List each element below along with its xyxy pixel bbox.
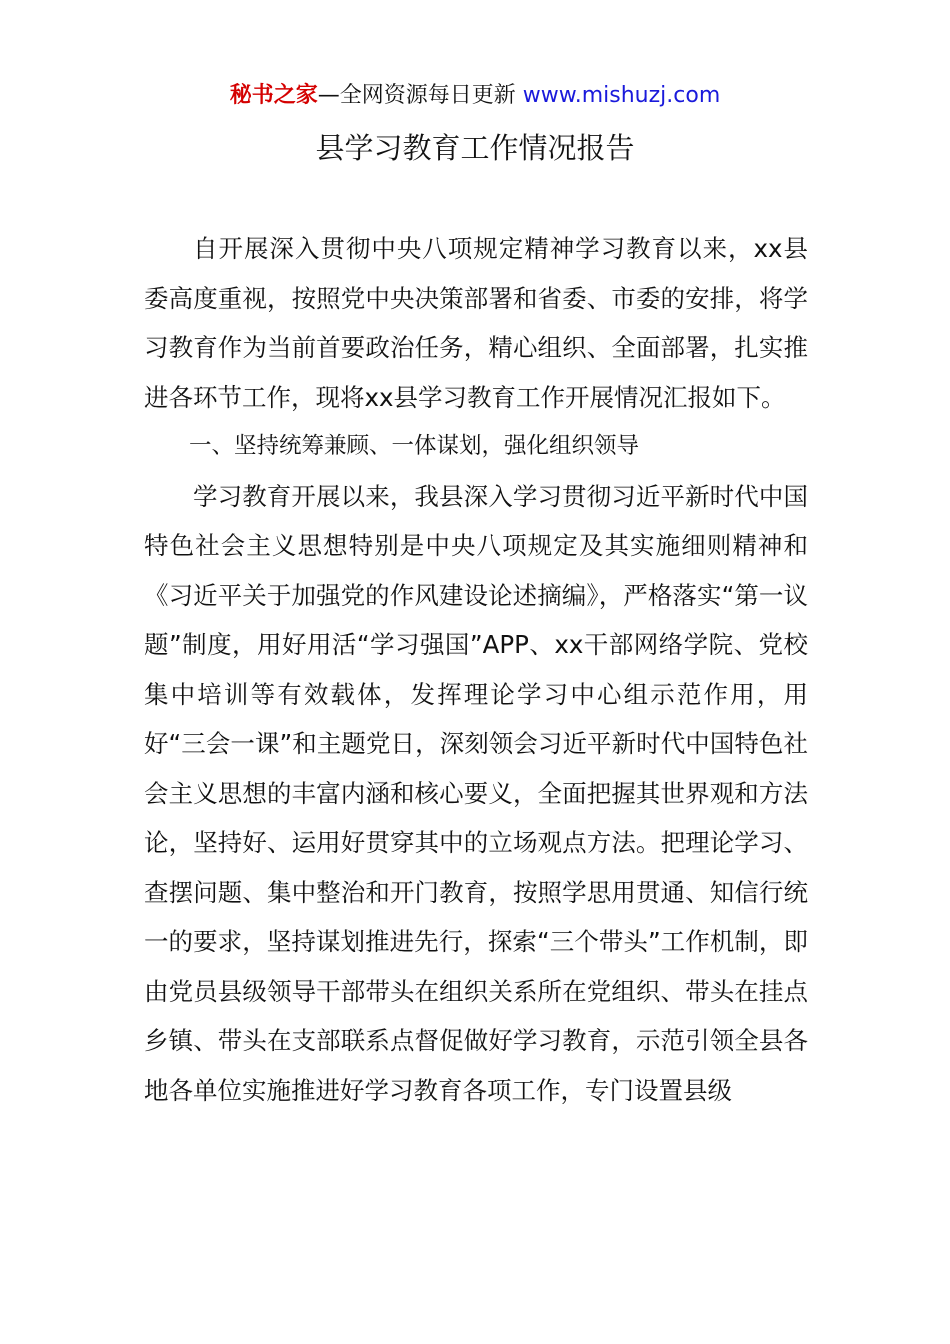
document-body [144,224,808,1115]
brand-name: 秘书之家 [229,83,318,108]
site-url-link[interactable]: www.mishuzj.com [522,83,721,108]
intro-paragraph: 自开展深入贯彻中央八项规定精神学习教育以来，xx县委高度重视，按照党中央决策部署和省委、市委的安排，将学习教育作为当前首要政治任务，精心组织、全面部署，扎实推进各环节工作，现将xx县学习教育工作开展情况汇报如下。 [144,234,808,412]
document-title: 县学习教育工作情况报告 [315,131,635,165]
section-heading: 一、坚持统筹兼顾、一体谋划，强化组织领导 [189,433,640,459]
banner-tagline: —全网资源每日更新 [317,83,523,108]
body-paragraph: 学习教育开展以来，我县深入学习贯彻习近平新时代中国特色社会主义思想特别是中央八项规定及其实施细则精神和《习近平关于加强党的作风建设论述摘编》，严格落实“第一议题”制度，用好用活“学习强国”APP、xx干部网络学院、党校集中培训等有效载体，发挥理论学习中心组示范作用，用好“三会一课”和主题党日，深刻领会习近平新时代中国特色社会主义思想的丰富内涵和核心要义，全面把握其世界观和方法论，坚持好、运用好贯穿其中的立场观点方法。把理论学习、查摆问题、集中整治和开门教育，按照学思用贯通、知信行统一的要求，坚持谋划推进先行，探索“三个带头”工作机制，即由党员县级领导干部带头在组织关系所在党组织、带头在挂点乡镇、带头在支部联系点督促做好学习教育，示范引领全县各地各单位实施推进好学习教育各项工作，专门设置县级 [144,481,808,1105]
site-banner [0,80,950,112]
